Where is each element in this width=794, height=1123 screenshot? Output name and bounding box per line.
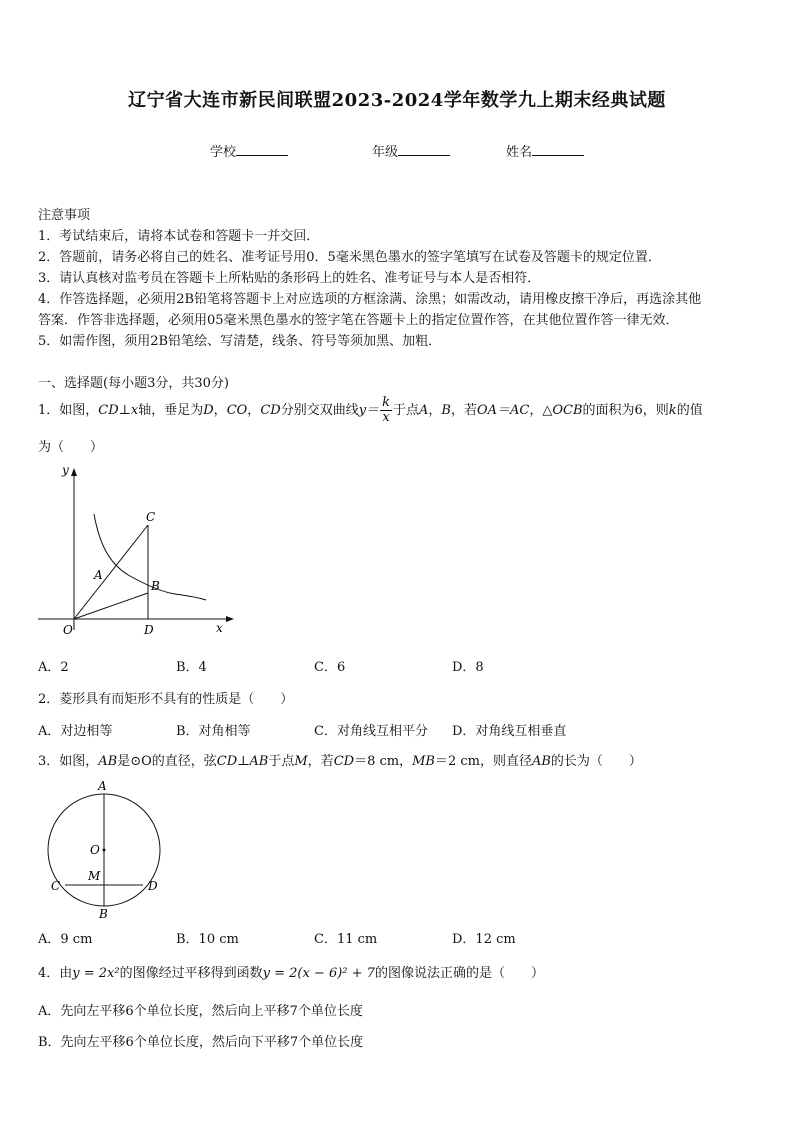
q1-option-c[interactable]: C．6	[314, 660, 346, 675]
label-a: A	[94, 568, 103, 582]
label-c: C	[146, 510, 156, 524]
q2-option-c[interactable]: C．对角线互相平分	[314, 724, 428, 739]
grade-blank	[398, 143, 450, 156]
notice-item: 5．如需作图，须用2B铅笔绘、写清楚，线条、符号等须加黑、加粗．	[38, 334, 442, 349]
label-a: A	[98, 779, 107, 793]
label-d: D	[148, 879, 158, 893]
grade-label: 年级	[372, 145, 399, 160]
notice-item: 1．考试结束后，请将本试卷和答题卡一并交回．	[38, 229, 320, 244]
notice-heading: 注意事项	[38, 208, 91, 223]
formula-parent: y = 2x²	[72, 966, 120, 981]
q1-figure	[30, 458, 240, 640]
q3-figure	[40, 776, 170, 920]
q2-option-b[interactable]: B．对角相等	[176, 724, 251, 739]
q4-stem: 4．由y = 2x²的图像经过平移得到函数y = 2(x − 6)² + 7的图像说法正确的是（ ）	[38, 966, 544, 981]
label-d: D	[144, 623, 154, 637]
notice-item: 答案．作答非选择题，必须用05毫米黑色墨水的签字笔在答题卡上的指定位置作答，在其他位置作答一律无效．	[38, 313, 679, 328]
q3-option-c[interactable]: C．11 cm	[314, 932, 378, 947]
name-blank	[532, 143, 584, 156]
y-axis-arrow	[71, 468, 77, 476]
school-field	[210, 141, 288, 160]
label-c: C	[51, 879, 61, 893]
q2-option-d[interactable]: D．对角线互相垂直	[452, 724, 567, 739]
label-o: O	[63, 623, 73, 637]
q1-option-a[interactable]: A．2	[38, 660, 69, 675]
q3-option-b[interactable]: B．10 cm	[176, 932, 239, 947]
q1-stem: 1．如图，CD⊥x轴，垂足为D，CO，CD分别交双曲线y＝ $\frac{k}{x}$ 于点A，B，若OA＝AC，△OCB的面积为6，则k的值	[38, 395, 703, 425]
label-b: B	[99, 907, 108, 920]
q1-stem-line2: 为（ ）	[38, 440, 104, 455]
q2-option-a[interactable]: A．对边相等	[38, 724, 113, 739]
q4-option-a[interactable]: A．先向左平移6个单位长度，然后向上平移7个单位长度	[38, 1004, 363, 1019]
hyperbola-curve	[94, 514, 206, 600]
line-oc	[74, 525, 148, 619]
name-field	[506, 141, 584, 160]
exam-title: 辽宁省大连市新民间联盟2023-2024学年数学九上期末经典试题	[128, 90, 666, 111]
x-axis-arrow	[226, 616, 234, 622]
q1-option-b[interactable]: B．4	[176, 660, 207, 675]
label-m: M	[88, 869, 101, 883]
school-blank	[236, 143, 288, 156]
label-b: B	[151, 579, 160, 593]
name-label: 姓名	[506, 145, 533, 160]
label-x: x	[216, 621, 223, 635]
label-y: y	[62, 463, 69, 477]
center-dot	[103, 849, 106, 852]
q2-stem: 2．菱形具有而矩形不具有的性质是（ ）	[38, 692, 294, 707]
notice-item: 3．请认真核对监考员在答题卡上所粘贴的条形码上的姓名、准考证号与本人是否相符．	[38, 271, 541, 286]
notice-item: 4．作答选择题，必须用2B铅笔将答题卡上对应选项的方框涂满、涂黑；如需改动，请用橡皮擦干净后，再选涂其他	[38, 292, 702, 307]
q3-option-d[interactable]: D．12 cm	[452, 932, 516, 947]
grade-field	[372, 141, 450, 160]
section-heading: 一、选择题(每小题3分，共30分)	[38, 376, 229, 391]
q3-option-a[interactable]: A．9 cm	[38, 932, 93, 947]
school-label: 学校	[210, 145, 237, 160]
line-ob	[74, 593, 148, 619]
fraction-k-over-x: $\frac{k}{x}$	[382, 395, 390, 425]
notice-item: 2．答题前，请务必将自己的姓名、准考证号用0．5毫米黑色墨水的签字笔填写在试卷及答题卡的规定位置．	[38, 250, 661, 265]
q3-stem: 3．如图，AB是⊙O的直径，弦CD⊥AB于点M，若CD＝8 cm，MB＝2 cm，则直径AB的长为（ ）	[38, 754, 642, 769]
formula-target: y = 2(x − 6)² + 7	[262, 966, 375, 981]
q1-option-d[interactable]: D．8	[452, 660, 484, 675]
q4-option-b[interactable]: B．先向左平移6个单位长度，然后向下平移7个单位长度	[38, 1035, 364, 1050]
label-o: O	[90, 843, 100, 857]
